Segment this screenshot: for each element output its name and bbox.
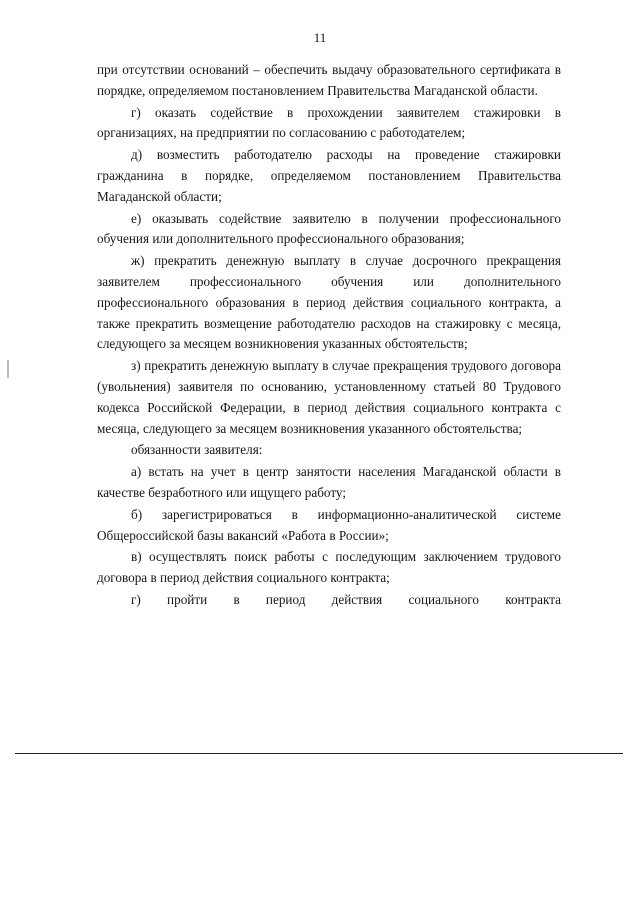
document-body (97, 60, 561, 612)
paragraph-item-d-reimburse: д) возместить работодателю расходы на проведение стажировки гражданина в порядке, определяемом постановлением Правительства Магаданской области; (97, 147, 561, 204)
paragraph-applicant-duties-heading: обязанности заявителя: (131, 442, 263, 458)
paragraph-duty-v-job-search: в) осуществлять поиск работы с последующим заключением трудового договора в период действия социального контракта; (97, 549, 561, 586)
paragraph-item-e-training: е) оказывать содействие заявителю в получении профессионального обучения или дополнительного профессионального образования; (97, 210, 561, 247)
paragraph-duty-b-register-system: б) зарегистрироваться в информационно-аналитической системе Общероссийской базы вакансий «Работа в России»; (97, 506, 561, 543)
paragraph-duty-a-register: а) встать на учет в центр занятости населения Магаданской области в качестве безработного или ищущего работу; (97, 464, 561, 500)
paragraph-item-g-internship: г) оказать содействие в прохождении заявителем стажировки в организациях, на предприятии по согласованию с работодателем; (97, 104, 561, 141)
page-bottom-rule (15, 753, 623, 754)
paragraph-item-z-terminate-contract: з) прекратить денежную выплату в случае прекращения трудового договора (увольнения) заявителя по основанию, установленному статьей 80 Трудового кодекса Российской Федерации, в период действия социального контракта с месяца, следующего за месяцем возникновения указанного обстоятельства; (97, 358, 561, 436)
scan-margin-mark (7, 360, 9, 378)
paragraph-certificate-continuation: при отсутствии оснований – обеспечить выдачу образовательного сертификата в порядке, определяемом постановлением Правительства Магаданской области. (97, 62, 561, 98)
page-number: 11 (313, 30, 327, 45)
paragraph-item-zh-terminate-payment: ж) прекратить денежную выплату в случае досрочного прекращения заявителем профессионального обучения или дополнительного профессионального образования в период действия социального контракта, а также прекратить возмещение работодателю расходов на стажировку с месяца, следующего за месяцем возникновения указанных обстоятельств; (97, 253, 561, 352)
paragraph-duty-g-pass: г) пройти в период действия социального контракта (131, 591, 561, 607)
